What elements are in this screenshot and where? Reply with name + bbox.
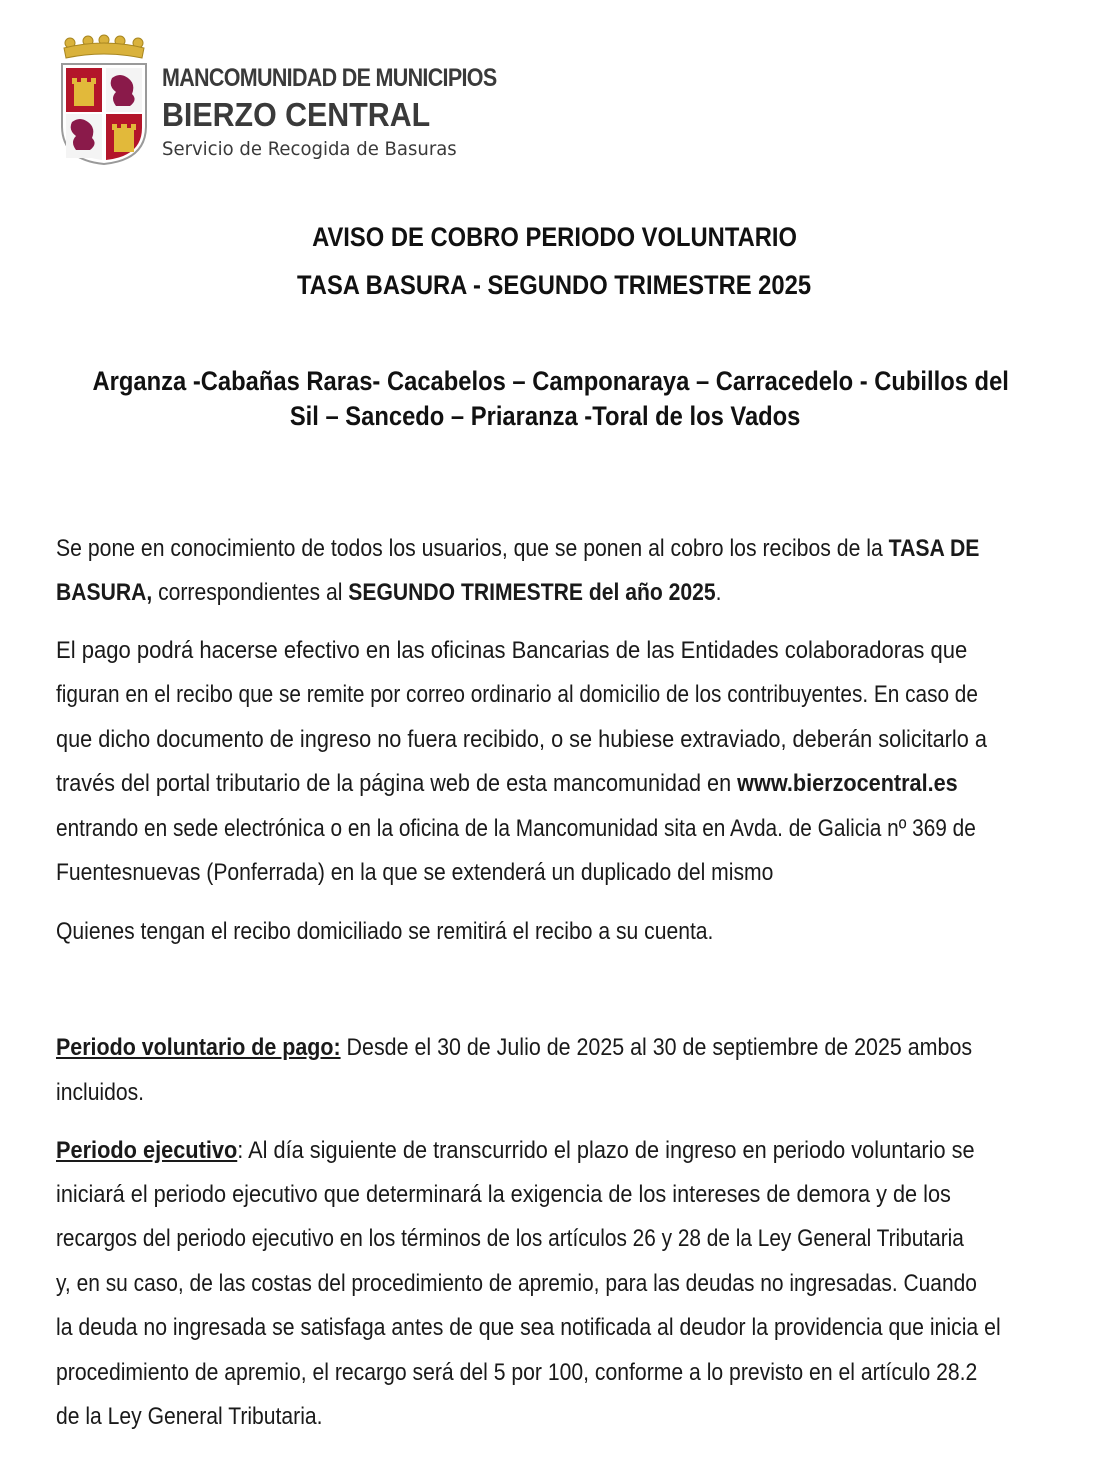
- coat-of-arms-logo: [56, 34, 152, 166]
- letterhead: [56, 34, 536, 169]
- payment-period-label: Periodo voluntario de pago:: [56, 1034, 341, 1061]
- payment-period-line2: incluidos.: [56, 1079, 145, 1106]
- paragraph-1-line1: Se pone en conocimiento de todos los usuarios, que se ponen al cobro los recibos de la TASA DE: [56, 535, 980, 562]
- document-title-line2: TASA BASURA - SEGUNDO TRIMESTRE 2025: [297, 270, 812, 300]
- executive-period-line3: recargos del periodo ejecutivo en los términos de los artículos 26 y 28 de la Ley General Tributaria: [56, 1225, 964, 1252]
- document-title-line1: AVISO DE COBRO PERIODO VOLUNTARIO: [312, 222, 797, 252]
- payment-period-line1: Periodo voluntario de pago: Desde el 30 de Julio de 2025 al 30 de septiembre de 2025 ambos: [56, 1034, 973, 1061]
- paragraph-2-line2: figuran en el recibo que se remite por correo ordinario al domicilio de los contribuyentes. En caso de: [56, 681, 978, 708]
- executive-period-line2: iniciará el periodo ejecutivo que determinará la exigencia de los intereses de demora y de los: [56, 1181, 951, 1208]
- executive-period-line5: la deuda no ingresada se satisfaga antes de que sea notificada al deudor la providencia que inicia el: [56, 1314, 1001, 1341]
- paragraph-2-line4: través del portal tributario de la página web de esta mancomunidad en www.bierzocentral.es: [56, 770, 958, 797]
- executive-period-line4: y, en su caso, de las costas del procedimiento de apremio, para las deudas no ingresadas. Cuando: [56, 1270, 977, 1297]
- org-name-line2: BIERZO CENTRAL: [162, 96, 431, 133]
- paragraph-2-line3: que dicho documento de ingreso no fuera recibido, o se hubiese extraviado, deberán solicitarlo a: [56, 726, 987, 753]
- executive-period-line6: procedimiento de apremio, el recargo será del 5 por 100, conforme a lo previsto en el artículo 28.2: [56, 1359, 978, 1386]
- executive-period-line7: de la Ley General Tributaria.: [56, 1403, 323, 1430]
- paragraph-1-line2: BASURA, correspondientes al SEGUNDO TRIMESTRE del año 2025.: [56, 579, 722, 606]
- paragraph-2-line1: El pago podrá hacerse efectivo en las oficinas Bancarias de las Entidades colaboradoras que: [56, 637, 968, 664]
- org-name-line1: MANCOMUNIDAD DE MUNICIPIOS: [162, 64, 497, 92]
- org-service-line: Servicio de Recogida de Basuras: [162, 138, 457, 160]
- paragraph-2-line5: entrando en sede electrónica o en la oficina de la Mancomunidad sita en Avda. de Galicia nº 369 de: [56, 815, 976, 842]
- executive-period-label: Periodo ejecutivo: [56, 1137, 238, 1164]
- towns-line2: Sil – Sancedo – Priaranza -Toral de los Vados: [289, 401, 801, 431]
- paragraph-2-line6: Fuentesnuevas (Ponferrada) en la que se extenderá un duplicado del mismo: [56, 859, 774, 886]
- executive-period-line1: Periodo ejecutivo: Al día siguiente de transcurrido el plazo de ingreso en periodo voluntario se: [56, 1137, 975, 1164]
- towns-line1: Arganza -Cabañas Raras- Cacabelos – Camponaraya – Carracedelo - Cubillos del: [92, 366, 1009, 396]
- paragraph-3-line1: Quienes tengan el recibo domiciliado se remitirá el recibo a su cuenta.: [56, 918, 714, 945]
